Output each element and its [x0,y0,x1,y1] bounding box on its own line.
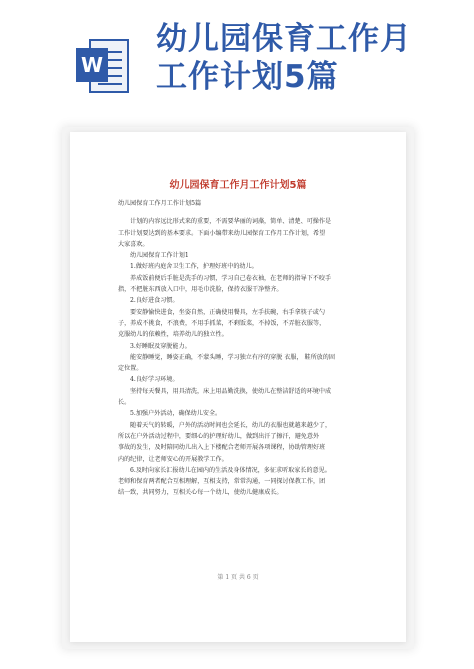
banner-title [156,20,456,96]
document-line: 计划的内容远比形式来的重要，不需要华丽的词藻，简单、清楚、可操作是 [130,218,332,226]
document-line: 1.做好班内庭舍卫生工作，护理好班中的幼儿。 [130,263,258,271]
document-line: 6.及时向家长汇报幼儿在园内的生活及身体情况，多征求听取家长的意见。 [130,466,331,474]
document-line: 子，养成不挑食，不浪费，不用手抓菜，不剩饭菜，不掉饭，不弄脏衣服等， [118,319,326,327]
document-line: 坚持每天餐具，用具清洗，床上用品勤洗换，使幼儿在整洁舒适的环境中成 [130,387,332,395]
document-line: 要安静愉快进食，坐姿自然，正确使用餐具，左手扶碗，右手拿筷子或勺 [130,308,325,316]
document-line: 克服幼儿的依赖性，培养幼儿的独立性。 [118,331,228,339]
document-line: 能安静睡觉，睡姿正确，不蒙头睡，学习独立有序的穿脱 衣服， 鞋所放的固 [130,353,335,361]
banner-title-line-2: 工作计划5篇 [156,59,339,95]
document-line: 老师和保育两者配合互相理解，互相支持，常常沟通，一同探讨保教工作，团 [118,478,326,486]
document-line: 幼儿园保育工作计划1 [130,252,189,260]
header-banner [0,0,474,110]
document-title: 幼儿园保育工作月工作计划5篇 [169,180,307,191]
document-line: 定位置。 [118,365,143,373]
document-line: 事故的发生，及时陪同幼儿出入上下楼配合老师开展各项课程，协助管理好班 [118,444,326,452]
document-line: 结一致，共同努力，互相关心每一个幼儿，使幼儿健康成长。 [118,489,283,497]
banner-title-line-1: 幼儿园保育工作月 [156,21,412,57]
document-line: 养成饭前便后手脏是洗手的习惯，学习自己卷衣袖，在老师的指导下不咬手 [130,274,332,282]
document-body [118,198,358,499]
document-line: 随着天气的转暖，户外的活动时间也会延长，幼儿的衣服也就越来越少了， [130,421,332,429]
document-line: 工作计划要达到的基本要求。下面小编带来幼儿园保育工作月工作计划，希望 [118,229,326,237]
document-line: 所以在户外活动过程中，要细心的护理好幼儿，做到出汗了擦汗，避免意外 [118,432,320,440]
document-line [118,209,358,216]
document-line: 大家喜欢。 [118,240,149,248]
document-line: 2.良好进食习惯。 [130,297,179,305]
document-line: 指，不把脏东西放入口中，用毛巾洗脸，保持衣服干净整齐。 [118,286,283,294]
document-line: 内的纪律，让老师安心的开展教学工作。 [118,455,228,463]
word-document-icon [76,36,132,96]
document-line: 5.加强户外活动，确保幼儿安全。 [130,410,222,418]
page-indicator: 第 1 页 共 6 页 [217,574,259,581]
document-line: 长。 [118,399,131,407]
document-page [70,132,406,642]
document-line: 3.好睡眠及穿脱能力。 [130,342,191,350]
document-line: 4.良好学习环境。 [130,376,179,384]
word-icon-letter: W [80,53,104,77]
document-line: 幼儿园保育工作月工作计划5篇 [118,200,202,207]
